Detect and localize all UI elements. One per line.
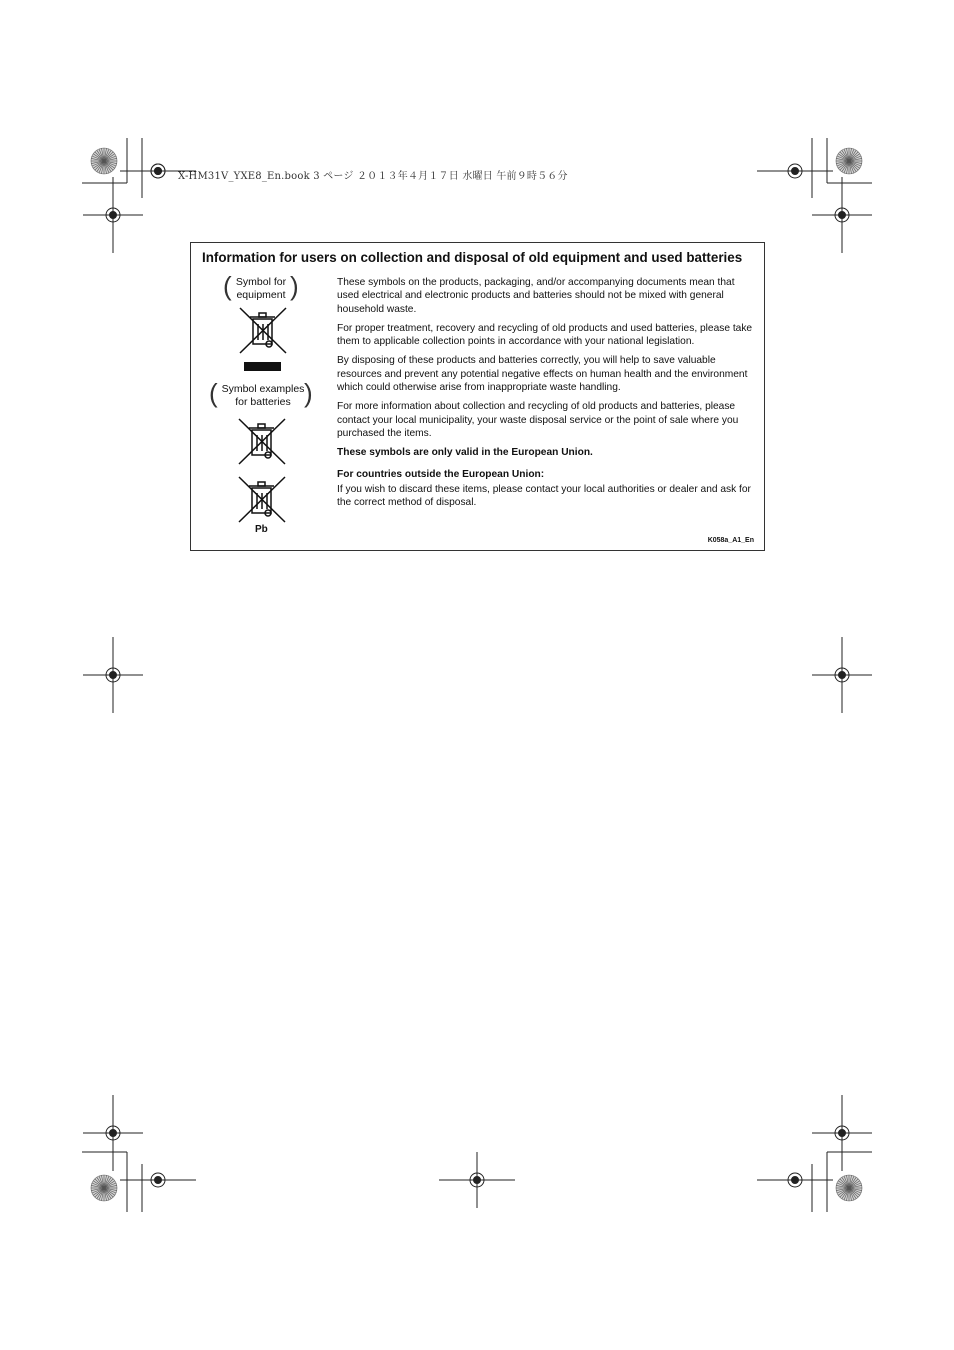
starburst-registration-icon <box>91 148 117 174</box>
crosshair-registration-icon <box>757 164 833 178</box>
starburst-registration-icon <box>836 148 862 174</box>
crosshair-registration-icon <box>439 1152 515 1208</box>
open-paren-icon: ( <box>209 378 218 408</box>
close-paren-icon: ) <box>290 271 299 301</box>
paragraph: By disposing of these products and batteries correctly, you will help to save valuable resources and prevent any potential negative effects on human health and the environment which could otherwise arise from inappropriate waste handling. <box>337 355 748 394</box>
crosshair-registration-icon <box>812 1095 872 1171</box>
crossed-wheelie-bin-icon <box>238 306 288 356</box>
open-paren-icon: ( <box>223 271 232 301</box>
crosshair-registration-icon <box>757 1173 833 1187</box>
symbol-equipment-caption: Symbol for equipment <box>235 276 287 301</box>
crosshair-registration-icon <box>120 1173 196 1187</box>
disposal-notice-box <box>190 242 765 551</box>
symbol-batteries-caption: Symbol examples for batteries <box>221 383 305 408</box>
close-paren-icon: ) <box>304 378 313 408</box>
paragraph: For more information about collection and recycling of old products and batteries, please contact your local municipality, your waste disposal service or the point of sale where you purchased the items. <box>337 401 739 439</box>
crosshair-registration-icon <box>83 1095 143 1171</box>
crosshair-registration-icon <box>812 177 872 253</box>
starburst-registration-icon <box>836 1175 862 1201</box>
crosshair-registration-icon <box>83 637 143 713</box>
notice-title: Information for users on collection and disposal of old equipment and used batteries <box>202 250 743 265</box>
symbols-column <box>191 243 333 550</box>
reference-code: K058a_A1_En <box>707 537 754 544</box>
crossed-wheelie-bin-icon <box>237 417 287 467</box>
paragraph: For proper treatment, recovery and recycling of old products and used batteries, please take them to applicable collection points in accordance with your national legislation. <box>337 322 753 348</box>
outside-eu-heading: For countries outside the European Union: <box>337 468 545 480</box>
solid-bar-icon <box>244 362 281 371</box>
notice-text <box>337 276 757 515</box>
print-header: X-HM31V_YXE8_En.book 3 ページ ２０１３年４月１７日 水曜日 午前９時５６分 <box>178 171 568 182</box>
starburst-registration-icon <box>91 1175 117 1201</box>
crosshair-registration-icon <box>83 177 143 253</box>
crossed-wheelie-bin-icon <box>237 475 287 525</box>
crosshair-registration-icon <box>812 637 872 713</box>
outside-eu-text: If you wish to discard these items, please contact your local authorities or dealer and ask for the correct method of disposal. <box>337 483 751 509</box>
paragraph: These symbols on the products, packaging, and/or accompanying documents mean that used electrical and electronic products and batteries should not be mixed with general household waste. <box>337 277 735 315</box>
pb-label: Pb <box>255 524 268 535</box>
eu-only-note: These symbols are only valid in the European Union. <box>337 447 593 459</box>
